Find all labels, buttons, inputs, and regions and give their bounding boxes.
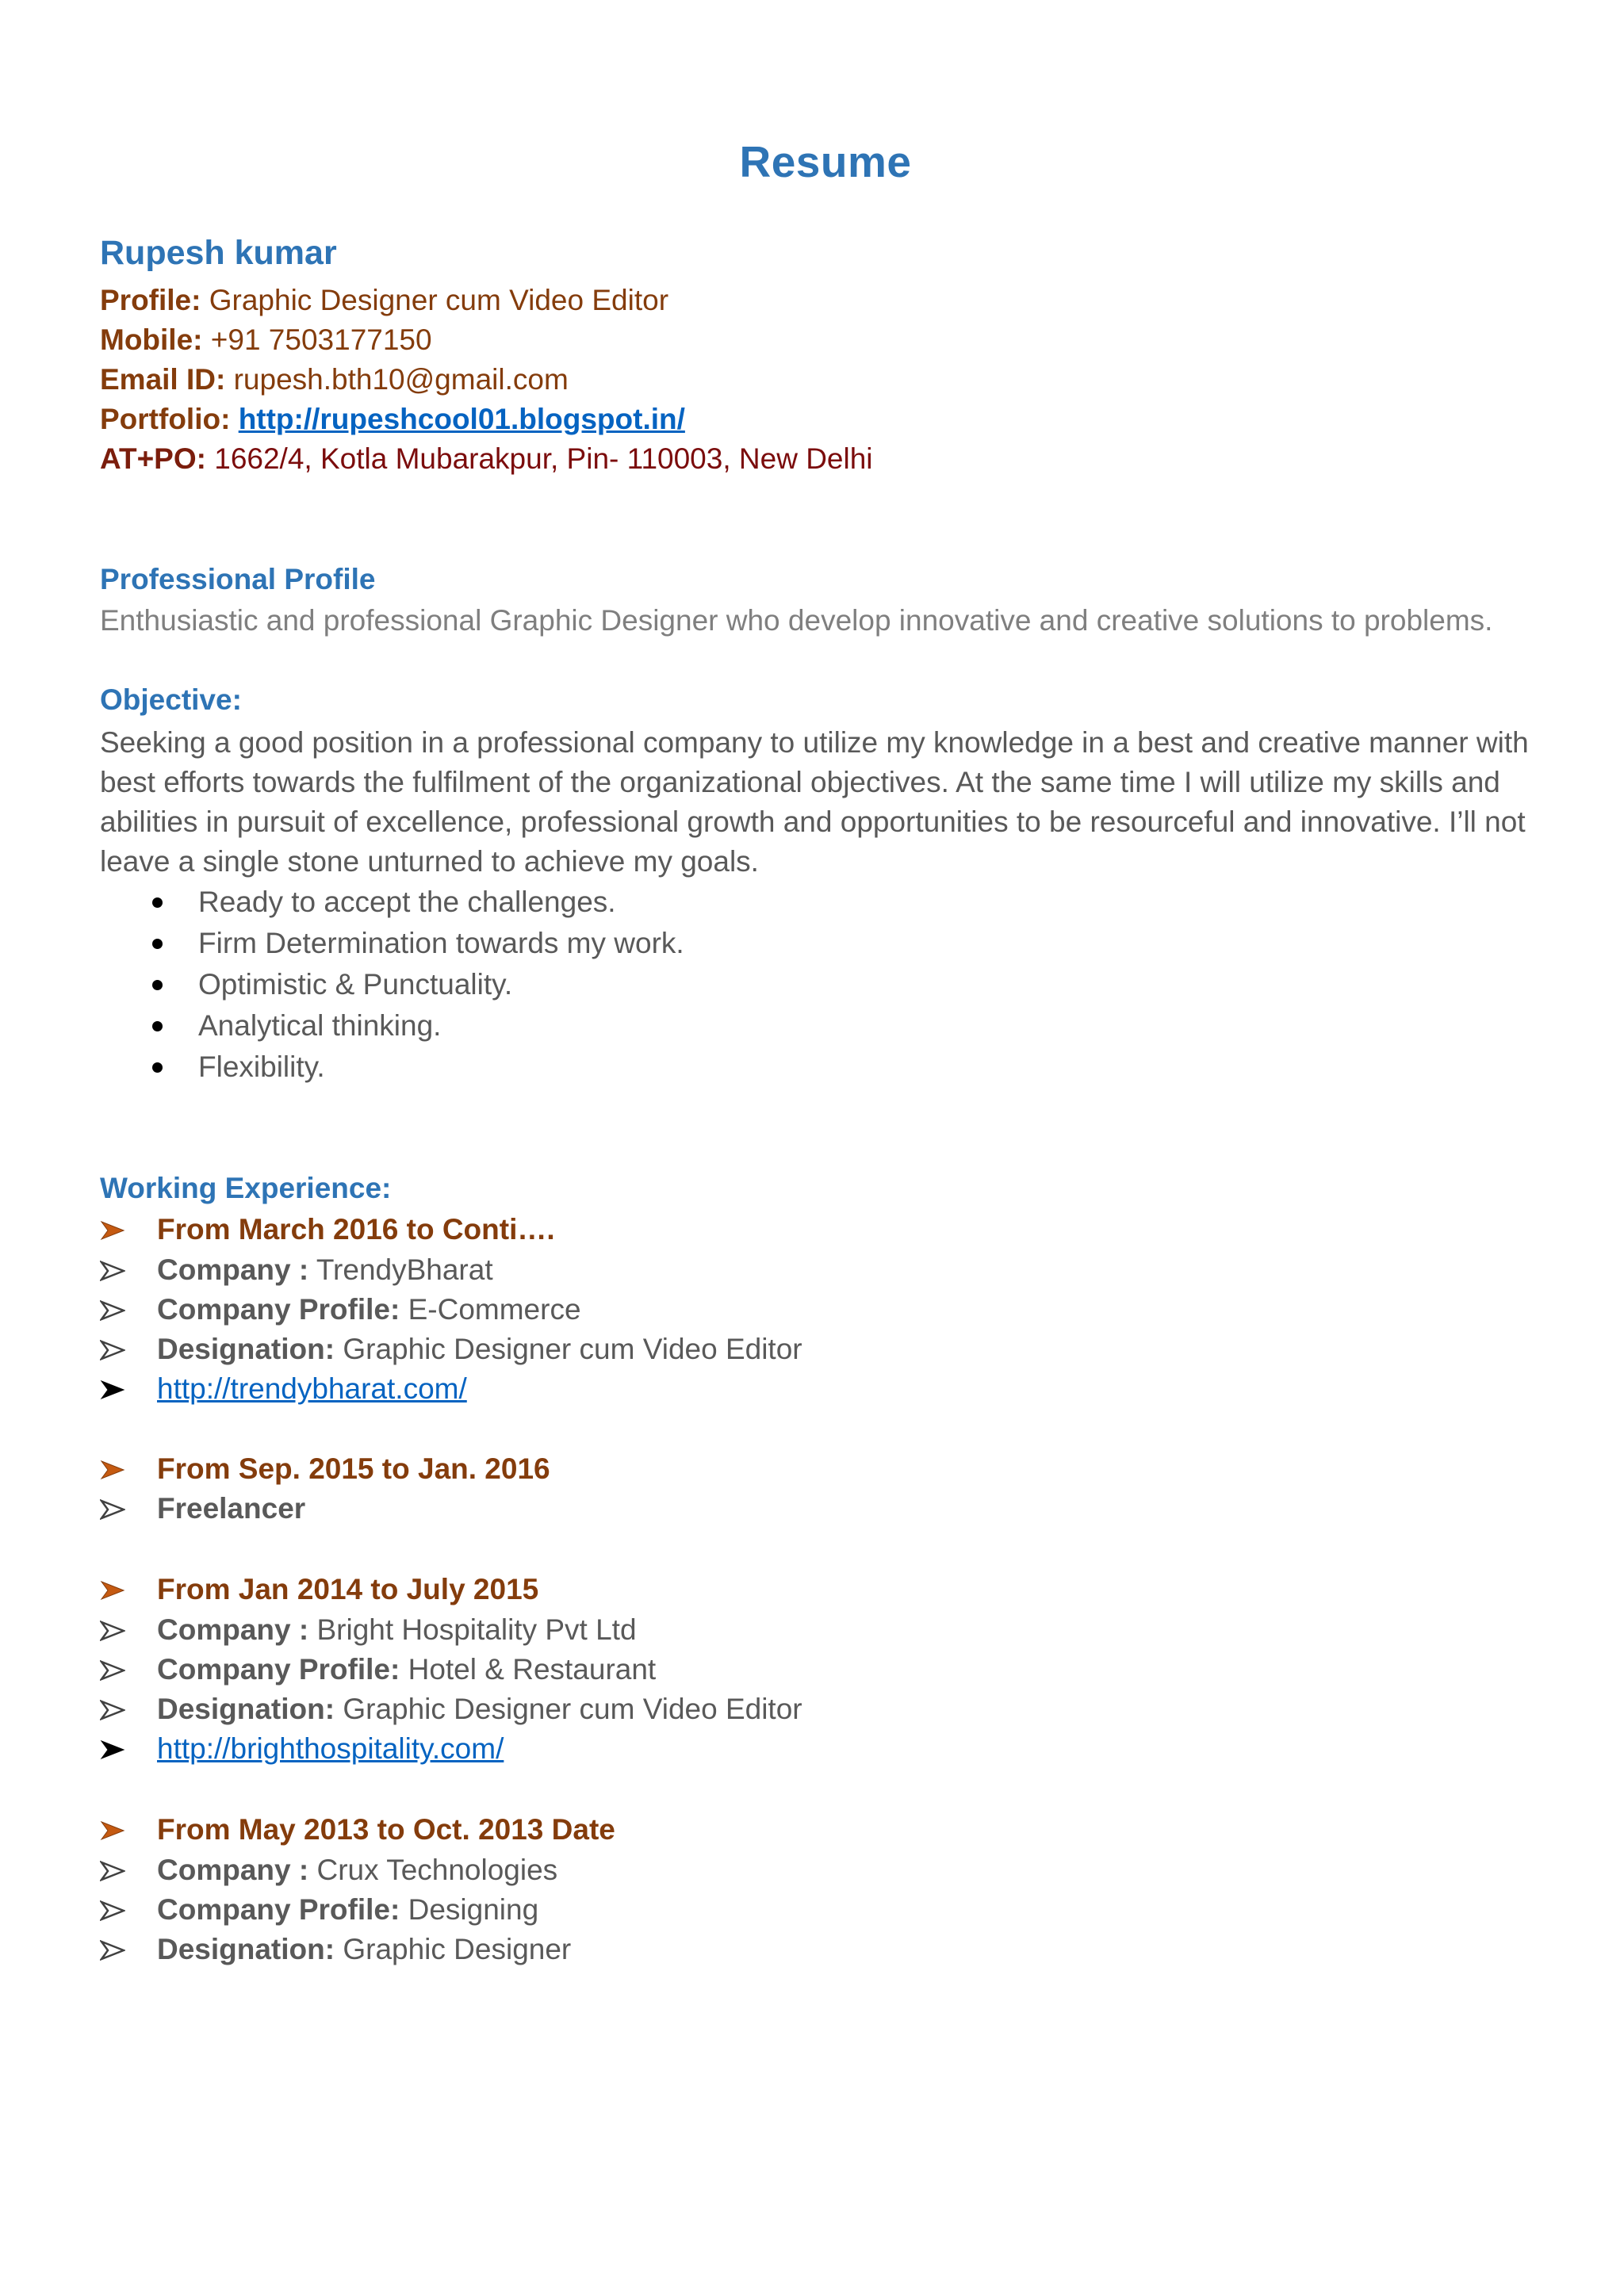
mobile-line: [100, 323, 432, 357]
list-item: Flexibility.: [100, 1047, 684, 1088]
arrow-bullet-icon: [100, 1261, 125, 1281]
list-item: Analytical thinking.: [100, 1005, 684, 1047]
strengths-list: [100, 882, 684, 1088]
list-item: Optimistic & Punctuality.: [100, 964, 684, 1005]
profile-line: [100, 284, 668, 317]
bullet-icon: [152, 897, 163, 908]
arrow-bullet-icon: [100, 1300, 125, 1321]
address-label: AT+PO:: [100, 442, 206, 475]
objective-text: Seeking a good position in a professional company to utilize my knowledge in a best and creative manner with best efforts towards the fulfilment of the organizational objectives. At the same time I will utilize my skills and abilities in pursuit of excellence, professional growth and opportunities to be resourceful and innovative. I’ll not leave a single stone unturned to achieve my goals.: [100, 726, 1529, 878]
candidate-name: Rupesh kumar: [100, 234, 337, 272]
arrow-bullet-icon: [100, 1940, 125, 1961]
professional-profile-text: Enthusiastic and professional Graphic Designer who develop innovative and creative solutions to problems.: [100, 604, 1493, 637]
arrow-bullet-icon: [100, 1820, 125, 1841]
document-title: Resume: [739, 137, 912, 186]
arrow-bullet-icon: [100, 1499, 125, 1520]
objective-heading: Objective:: [100, 683, 242, 716]
bullet-icon: [152, 1062, 163, 1073]
portfolio-link[interactable]: http://rupeshcool01.blogspot.in/: [238, 403, 685, 435]
email-line: [100, 363, 569, 396]
bullet-icon: [152, 939, 163, 949]
mobile-value: +91 7503177150: [210, 323, 432, 356]
trendybharat-link[interactable]: http://trendybharat.com/: [157, 1372, 467, 1405]
list-item: Firm Determination towards my work.: [100, 923, 684, 964]
bullet-icon: [152, 1021, 163, 1031]
arrow-bullet-icon: [100, 1660, 125, 1681]
arrow-bullet-icon: [100, 1900, 125, 1921]
email-label: Email ID:: [100, 363, 226, 396]
arrow-bullet-icon: [100, 1220, 125, 1241]
profile-value: Graphic Designer cum Video Editor: [209, 284, 669, 316]
list-item: Ready to accept the challenges.: [100, 882, 684, 923]
professional-profile-heading: Professional Profile: [100, 563, 376, 595]
address-value: 1662/4, Kotla Mubarakpur, Pin- 110003, New Delhi: [214, 442, 873, 475]
mobile-label: Mobile:: [100, 323, 203, 356]
brighthospitality-link[interactable]: http://brighthospitality.com/: [157, 1732, 504, 1765]
arrow-bullet-icon: [100, 1340, 125, 1360]
arrow-bullet-icon: [100, 1380, 125, 1400]
arrow-bullet-icon: [100, 1700, 125, 1720]
arrow-bullet-icon: [100, 1861, 125, 1881]
portfolio-line: [100, 403, 685, 436]
arrow-bullet-icon: [100, 1739, 125, 1760]
portfolio-label: Portfolio:: [100, 403, 231, 435]
arrow-bullet-icon: [100, 1621, 125, 1641]
arrow-bullet-icon: [100, 1580, 125, 1601]
working-experience-heading: Working Experience:: [100, 1172, 392, 1204]
address-line: [100, 442, 873, 476]
resume-page: Resume Rupesh kumar Profile: Graphic Designer cum Video Editor Mobile: +91 7503177150 Email ID: rupesh.bth10@gmail.com Portfolio: http://rupeshcool01.blogspot.in/ AT+PO: 1662/4, Kotla Mubarakpur, Pin- 110003, New Delhi Professional Profile Enthusiastic and professional Graphic Designer who develop innovative and creative solutions to problems. Objective: Seeking a good position in a professional company to utilize my knowledge in a best and creative manner with best efforts towards the fulfilment of the organizational objectives. At the same time I will utilize my skills and abilities in pursuit of excellence, professional growth and opportunities to be resourceful and innovative. I’ll not leave a single stone unturned to achieve my goals. Ready to accept the challenges. Firm Determination towards my work. Optimistic & Punctuality. Analytical thinking. Flexibility. Working Experience: From March 2016 to Conti…. Company : TrendyBharat Company Profile: E-Commerce Designation: Graphic Designer cum Video Editor http://trendybharat.com/ From Sep. 2015 to Jan. 2016 Freelancer From Jan 2014 to July 2015 Company : Bright Hospitality Pvt Ltd Company Profile: Hotel & Restaurant Designation: Graphic Designer cum Video Editor http://brighthospitality.com/ From May 2013 to Oct. 2013 Date Company : Crux Technologies Company Profile: Designing Designation: Graphic Designer: [0, 0, 1624, 2296]
profile-label: Profile:: [100, 284, 201, 316]
arrow-bullet-icon: [100, 1460, 125, 1480]
bullet-icon: [152, 980, 163, 990]
email-value: rupesh.bth10@gmail.com: [233, 363, 569, 396]
